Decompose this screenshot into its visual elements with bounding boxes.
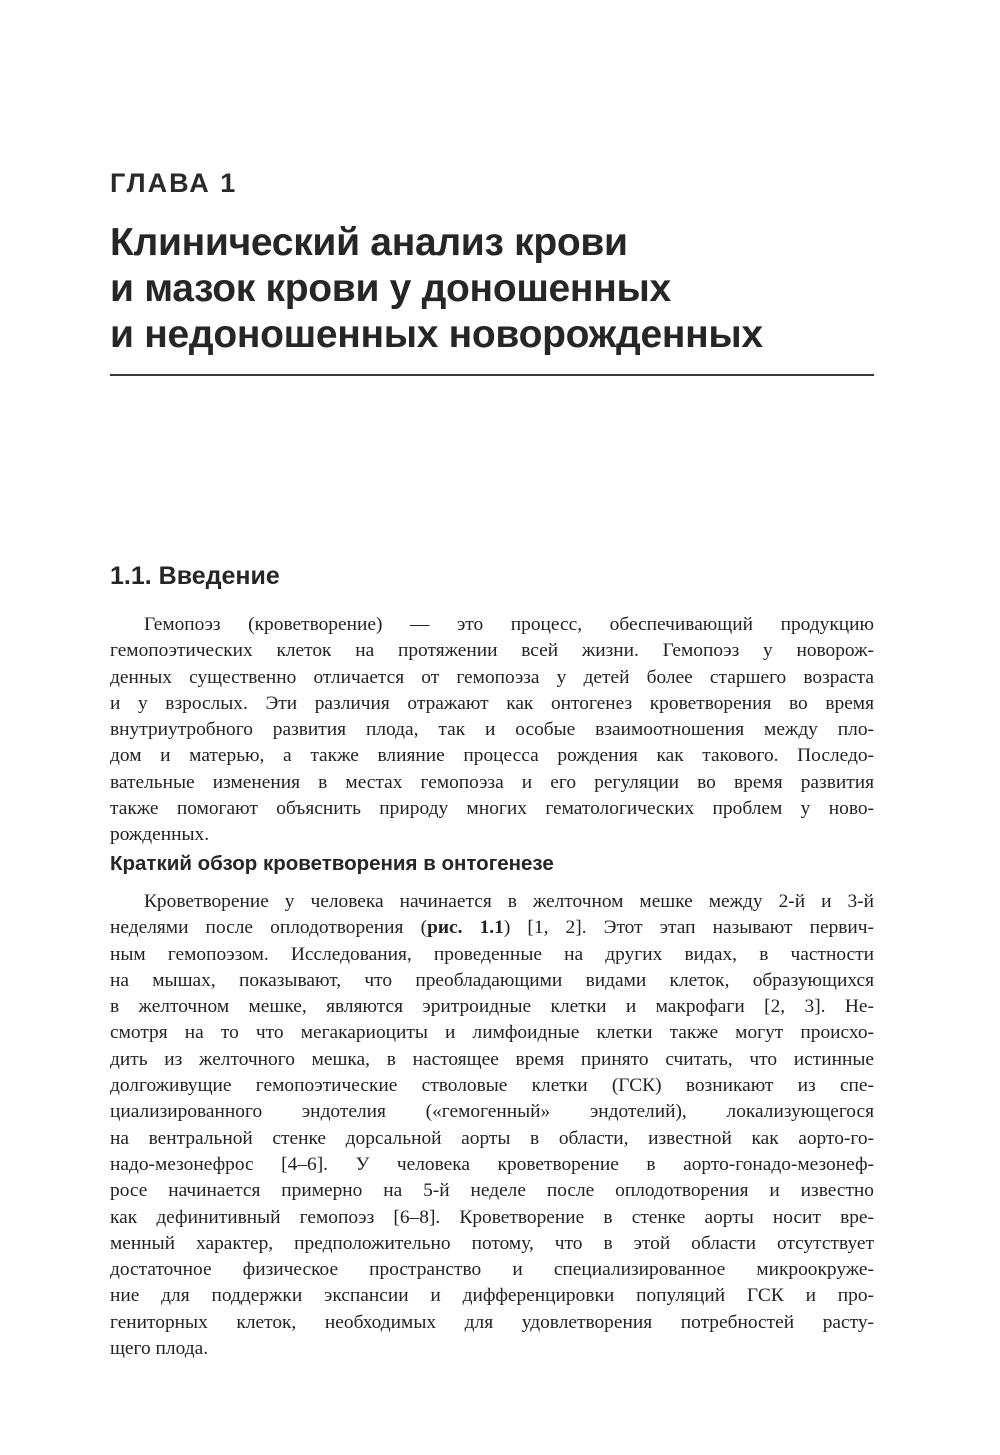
paragraph-line: Гемопоэз (кроветворение) — это процесс, обеспечивающий продукцию bbox=[144, 614, 874, 635]
paragraph-line: и у взрослых. Эти различия отражают как онтогенез кроветворения во время bbox=[110, 692, 874, 714]
paragraph-line: гениторных клеток, необходимых для удовлетворения потребностей расту- bbox=[110, 1311, 874, 1333]
paragraph-line: дом и матерью, а также влияние процесса рождения как такового. Последо- bbox=[110, 745, 874, 767]
line-text: ) [1, 2]. Этот этап называют первич- bbox=[503, 917, 874, 939]
paragraph-line: ным гемопоэзом. Исследования, проведенные на других видах, в частности bbox=[110, 943, 874, 965]
paragraph-line: достаточное физическое пространство и специализированное микроокруже- bbox=[110, 1259, 874, 1281]
paragraph-line: внутриутробного развития плода, так и особые взаимоотношения между пло- bbox=[110, 719, 874, 741]
chapter-title bbox=[110, 220, 910, 358]
paragraph-line: гемопоэтических клеток на протяжении всей жизни. Гемопоэз у новорож- bbox=[110, 640, 874, 662]
chapter-title-line: и мазок крови у доношенных bbox=[110, 267, 671, 310]
paragraph-line: денных существенно отличается от гемопоэза у детей более старшего возраста bbox=[110, 666, 874, 688]
paragraph-line: долгоживущие гемопоэтические стволовые клетки (ГСК) возникают из спе- bbox=[110, 1075, 874, 1097]
paragraph-line: надо-мезонефрос [4–6]. У человека кроветворение в аорто-гонадо-мезонеф- bbox=[110, 1153, 874, 1175]
paragraph-line: рожденных. bbox=[110, 824, 210, 846]
chapter-label: ГЛАВА 1 bbox=[110, 168, 238, 198]
paragraph-line: росе начинается примерно на 5-й неделе после оплодотворения и известно bbox=[110, 1180, 874, 1202]
title-divider bbox=[110, 374, 874, 376]
paragraph-line bbox=[110, 915, 874, 941]
paragraph-line: на мышах, показывают, что преобладающими видами клеток, образующихся bbox=[110, 969, 874, 991]
paragraph-line: ние для поддержки экспансии и дифференцировки популяций ГСК и про- bbox=[110, 1285, 874, 1307]
line-text: неделями после оплодотворения ( bbox=[110, 917, 428, 939]
paragraph-line: менный характер, предположительно потому, что в этой области отсутствует bbox=[110, 1232, 874, 1254]
paragraph-line: на вентральной стенке дорсальной аорты в области, известной как аорто-го- bbox=[110, 1127, 874, 1149]
paragraph-line: как дефинитивный гемопоэз [6–8]. Кроветворение в стенке аорты носит вре- bbox=[110, 1206, 874, 1228]
paragraph-line: в желточном мешке, являются эритроидные клетки и макрофаги [2, 3]. Не- bbox=[110, 996, 874, 1018]
chapter-title-line: и недоношенных новорожденных bbox=[110, 313, 763, 356]
chapter-title-line: Клинический анализ крови bbox=[110, 221, 628, 264]
figure-reference: рис. 1.1 bbox=[427, 917, 504, 939]
paragraph-line: также помогают объяснить природу многих гематологических проблем у ново- bbox=[110, 798, 874, 820]
paragraph-line: Кроветворение у человека начинается в желточном мешке между 2-й и 3-й bbox=[144, 891, 874, 912]
intro-paragraph bbox=[110, 612, 874, 849]
paragraph-line: вательные изменения в местах гемопоэза и его регуляции во время развития bbox=[110, 771, 874, 793]
paragraph-line: смотря на то что мегакариоциты и лимфоидные клетки также могут происхо- bbox=[110, 1022, 874, 1044]
paragraph-line: дить из желточного мешка, в настоящее время принято считать, что истинные bbox=[110, 1048, 874, 1070]
ontogenesis-paragraph bbox=[110, 889, 874, 1362]
paragraph-line: циализированного эндотелия («гемогенный» эндотелий), локализующегося bbox=[110, 1101, 874, 1123]
paragraph-line: щего плода. bbox=[110, 1338, 209, 1360]
subsection-heading: Краткий обзор кроветворения в онтогенезе bbox=[110, 852, 554, 875]
section-heading: 1.1. Введение bbox=[110, 562, 280, 590]
